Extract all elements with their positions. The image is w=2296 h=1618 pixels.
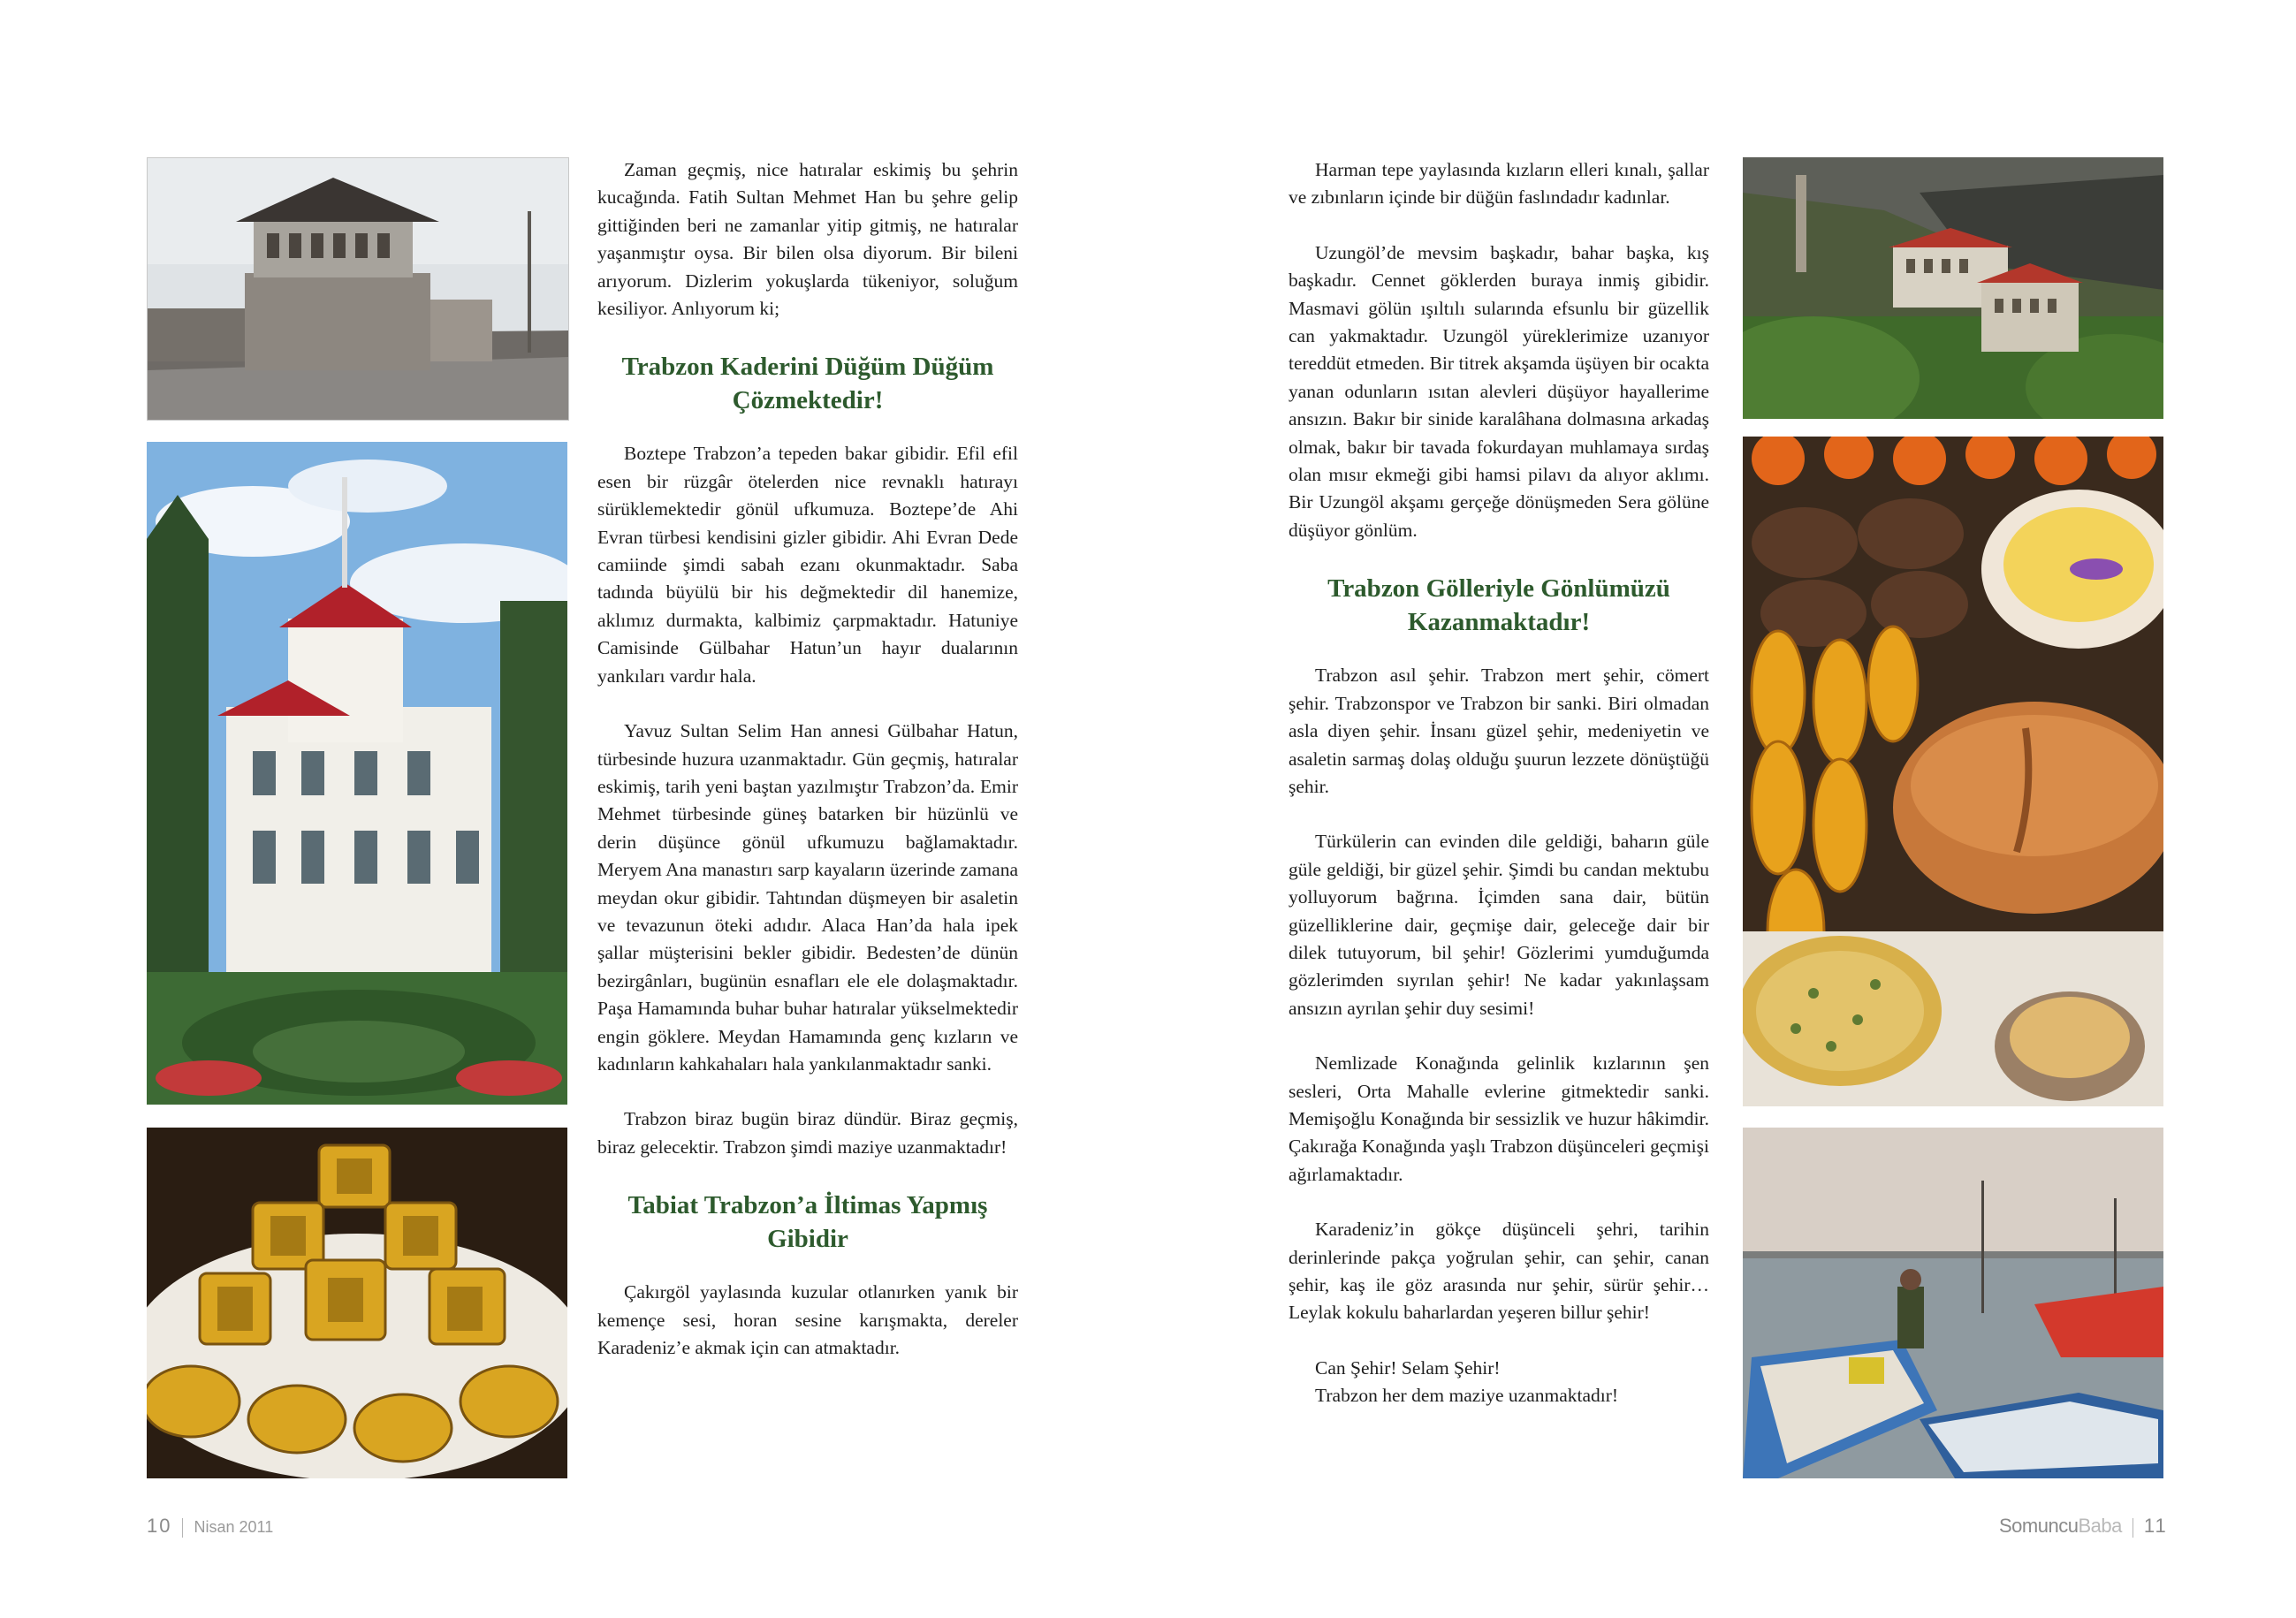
cliff-monastery-photo (1743, 157, 2163, 419)
footer-divider (182, 1518, 183, 1538)
left-paragraph-2: Boztepe Trabzon’a tepeden bakar gibidir. Efil efil esen bir rüzgâr ötelerden nice revnaklı hatırayı sürüklemektedir gönül ufkumuza. Boztepe’de Ahi Evran türbesi kendisini gizler gibidir. Ahi Evran Dede camiinde şimdi sabah ezanı okunmaktadır. Saba tadında büyülü bir his değmektedir dil hanemize, aklımız durmakta, kalbimiz çarpmaktadır. Hatuniye Camisinde Gülbahar Hatun’un hayır dualarının yankıları vardır hala. (597, 443, 1018, 687)
right-paragraph-5: Nemlizade Konağında gelinlik kızlarının şen sesleri, Orta Mahalle evlerine gitmektedir sanki. Memişoğlu Konağında bir sessizlik ve huzur hâkimdir. Çakırağa Konağında yaşlı Trabzon düşünceleri geçmişi ağırlamaktadır. (1289, 1052, 1709, 1185)
left-paragraph-4: Trabzon biraz bugün biraz dündür. Biraz geçmiş, biraz gelecektir. Trabzon şimdi maziye uzanmaktadır! (597, 1108, 1018, 1158)
left-text-column (597, 156, 1018, 1362)
right-paragraph-1: Harman tepe yaylasında kızların elleri kınalı, şallar ve zıbınların içinde bir düğün faslındadır kadınlar. (1289, 159, 1709, 209)
white-villa-garden-photo (147, 442, 567, 1105)
right-paragraph-4: Türkülerin can evinden dile geldiği, baharın güle güle geldiği, bir güzel şehir. Şimdi bu candan mektubu yolluyorum bağrına. İçimden sana dair, bütün güzelliklerine dair, geçmişe dair, geleceğe dair bir dilek tutuyorum, bil şehir! Gözlerimi yumduğumda gözlerimden sıyrılan şehir! Ne kadar yakınlaşsam ansızın ayrılan şehir duy sesimi! (1289, 831, 1709, 1019)
left-paragraph-1: Zaman geçmiş, nice hatıralar eskimiş bu şehrin kucağında. Fatih Sultan Mehmet Han bu şehre gelip gittiğinden beri ne zamanlar yitip gitmiş, ne hatıralar yaşanmıştır oysa. Bir bilen olsa diyorum. Bir bileni arıyorum. Dizlerim yokuşlarda tükeniyor, soluğum kesiliyor. Anlıyorum ki; (597, 159, 1018, 320)
fishing-boats-harbor-photo (1743, 1128, 2163, 1478)
right-page-footer (1999, 1515, 2168, 1538)
brand-part-1: Somuncu (1999, 1515, 2079, 1537)
left-page-footer (147, 1515, 273, 1538)
right-text-column (1289, 156, 1709, 1410)
historic-mansion-photo (147, 157, 569, 421)
left-heading-2: Tabiat Trabzon’a İltimas Yapmış Gibidir (627, 1191, 988, 1254)
left-heading-1: Trabzon Kaderini Düğüm Düğüm Çözmektedir! (621, 353, 994, 415)
regional-food-photo (1743, 437, 2163, 1106)
right-paragraph-6: Karadeniz’in gökçe düşünceli şehri, tarihin derinlerinde pakça yoğrulan şehir, can şehir, canan şehir, kaş ile göz arasında nur şehir, sürür şehir… Leylak kokulu baharlardan yeşeren billur şehir! (1289, 1219, 1709, 1324)
issue-date: Nisan 2011 (194, 1518, 274, 1536)
left-paragraph-5: Çakırgöl yaylasında kuzular otlanırken yanık bir kemençe sesi, horan sesine karışmakta, dereler Karadeniz’e akmak için can atmaktadır. (597, 1281, 1018, 1358)
right-heading-1: Trabzon Gölleriyle Gönlümüzü Kazanmaktadır! (1327, 574, 1670, 637)
right-closing-line-1: Can Şehir! Selam Şehir! (1315, 1356, 1501, 1379)
gold-bracelets-photo (147, 1128, 567, 1478)
right-closing-line-2: Trabzon her dem maziye uzanmaktadır! (1315, 1385, 1619, 1407)
left-page-number: 10 (147, 1515, 172, 1537)
right-page-number: 11 (2143, 1515, 2168, 1537)
right-paragraph-2: Uzungöl’de mevsim başkadır, bahar başka, kış başkadır. Cennet göklerden buraya inmiş gibidir. Masmavi gölün ışıltılı sularında efsunlu bir güzellik can yakmaktadır. Uzungöl yüreklerimize uzanıyor tereddüt etmeden. Bir titrek akşamda üşüyen bir ocakta yanan odunların ısıtan alevleri düşüyor hayallerime ansızın. Bakır bir sinide karalâhana dolmasına arkadaş olmak, bakır bir tavada fokurdayan muhlamaya sırdaş olan mısır ekmeği gibi hamsi pilavı da alıyor aklımı. Bir Uzungöl akşamı gerçeğe dönüşmeden Sera gölüne düşüyor gönlüm. (1289, 241, 1709, 541)
right-paragraph-3: Trabzon asıl şehir. Trabzon mert şehir, cömert şehir. Trabzonspor ve Trabzon bir sanki. Biri olmadan asla diyen şehir. İnsanı güzel şehir, medeniyetin ve asaletin sarmaş dolaş olduğu şuurun lezzete dönüştüğü şehir. (1289, 665, 1709, 797)
brand-part-2: Baba (2078, 1515, 2122, 1537)
magazine-brand (1999, 1515, 2122, 1537)
left-paragraph-3: Yavuz Sultan Selim Han annesi Gülbahar Hatun, türbesinde huzura uzanmaktadır. Gün geçmiş, hatıralar eskimiş, tarih yeni baştan yazılmıştır Trabzon’da. Emir Mehmet türbesinde güneş batarken bir hüzünlü ve derin düşünce gönül ufkumuzu bağlamaktadır. Meryem Ana manastırı sarp kayaların üzerinde zamana meydan okur gibidir. Tahtından düşmeyen bir asaletin ve tevazunun öteki adıdır. Alaca Han’da hala ipek şallar müşterisini bekler gibidir. Bedesten’de dünün bezirgânları, bugünün esnafları ele ele dolaşmaktadır. Paşa Hamamında buhar buhar hatıralar yükselmektedir engin göklere. Meydan Hamamında genç kızların ve kadınların kahkahaları hala yankılanmaktadır sanki. (597, 720, 1018, 1075)
